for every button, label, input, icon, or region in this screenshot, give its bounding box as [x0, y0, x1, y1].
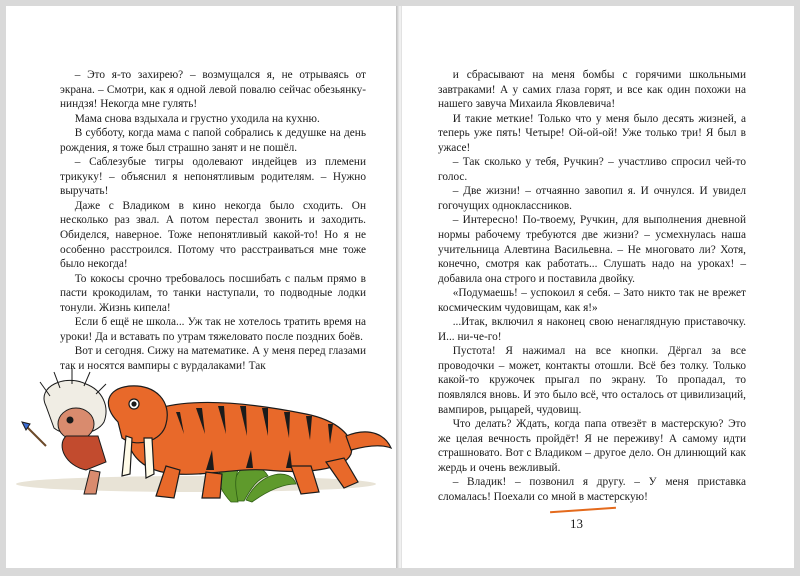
- paragraph: То кокосы срочно требовалось посшибать с пальм прямо в пасти крокодилам, то танки наступали, то подводные лодки тонули. Жизнь кипела!: [60, 272, 366, 314]
- paragraph: И такие меткие! Только что у меня было десять жизней, а теперь уже пять! Четыре! Ой-ой-ой! Уже только три! Я был в ужасе!: [438, 112, 746, 154]
- paragraph: Что делать? Ждать, когда папа отвезёт в мастерскую? Это же целая вечность пройдёт! Я не переживу! А самому идти страшновато. Вот с Владиком – другое дело. Он длинющий как жердь и очень вежливый.: [438, 418, 746, 474]
- paragraph: – Владик! – позвонил я другу. – У меня приставка сломалась! Поехали со мной в мастерскую!: [438, 476, 746, 503]
- left-text-column: [60, 68, 366, 373]
- paragraph: и сбрасывают на меня бомбы с горячими школьными завтраками! А у самих глаза горят, и все как один похожи на нашего завуча Михаила Яковлевича!: [438, 69, 746, 111]
- paragraph: Даже с Владиком в кино некогда было сходить. Он несколько раз звал. А потом перестал звонить и заходить. Обиделся, наверное. Тоже непонятливый какой-то! Но я не особенно расстроился. Потому что расстраиваться мне тоже было некогда!: [60, 199, 366, 271]
- right-page: [402, 6, 794, 568]
- paragraph: «Подумаешь! – успокоил я себя. – Зато никто так не врежет космическим чудовищам, как я!»: [438, 287, 746, 314]
- left-page: [6, 6, 398, 568]
- paragraph: В субботу, когда мама с папой собрались к дедушке на день рождения, я тоже был страшно занят и не пошёл.: [60, 127, 366, 154]
- tiger-illustration: [6, 366, 398, 516]
- indian-figure: [22, 368, 106, 494]
- paragraph: – Так сколько у тебя, Ручкин? – участливо спросил чей-то голос.: [438, 156, 746, 183]
- page-number-accent: [550, 507, 616, 514]
- page-number: 13: [570, 516, 583, 531]
- paragraph: – Интересно! По-твоему, Ручкин, для выполнения дневной нормы рабочему требуются две жизни? – усмехнулась наша учительница Алевтина Васильевна. – Не многовато ли? Хотя, конечно, смотря как работать... Слушать надо на уроках! – добавила она строго и поставила двойку.: [438, 214, 746, 285]
- paragraph: – Саблезубые тигры одолевают индейцев из племени трикукy! – объяснил я непонятливым родителям. – Нужно выручать!: [60, 156, 366, 198]
- paragraph: Мама снова вздыхала и грустно уходила на кухню.: [74, 112, 320, 125]
- paragraph: – Это я-то захирею? – возмущался я, не отрываясь от экрана. – Смотри, как я одной левой повалю сейчас обезьянку-ниндзя! Некогда мне гулять!: [60, 69, 366, 111]
- paragraph: ...Итак, включил я наконец свою ненаглядную приставочку. И... ни-че-го!: [438, 316, 746, 343]
- paragraph: – Две жизни! – отчаянно завопил я. И очнулся. И увидел гогочущих одноклассников.: [438, 185, 746, 212]
- paragraph: Вот и сегодня. Сижу на математике. А у меня перед глазами так и носятся вампиры с вурдалаками! Так: [60, 345, 366, 372]
- right-text-column: [438, 68, 746, 504]
- paragraph: Если б ещё не школа... Уж так не хотелось тратить время на уроки! Да и вставать по утрам тяжеловато после поздних боёв.: [60, 316, 366, 343]
- paragraph: Пустота! Я нажимал на все кнопки. Дёргал за все проводочки – может, контакты отошли. Всё без толку. Только какой-то кружочек прыгал по экрану. То пропадал, то появлялся вновь. И это было всё, что осталось от цивилизаций, вампиров, рыцарей, чудовищ.: [438, 345, 746, 416]
